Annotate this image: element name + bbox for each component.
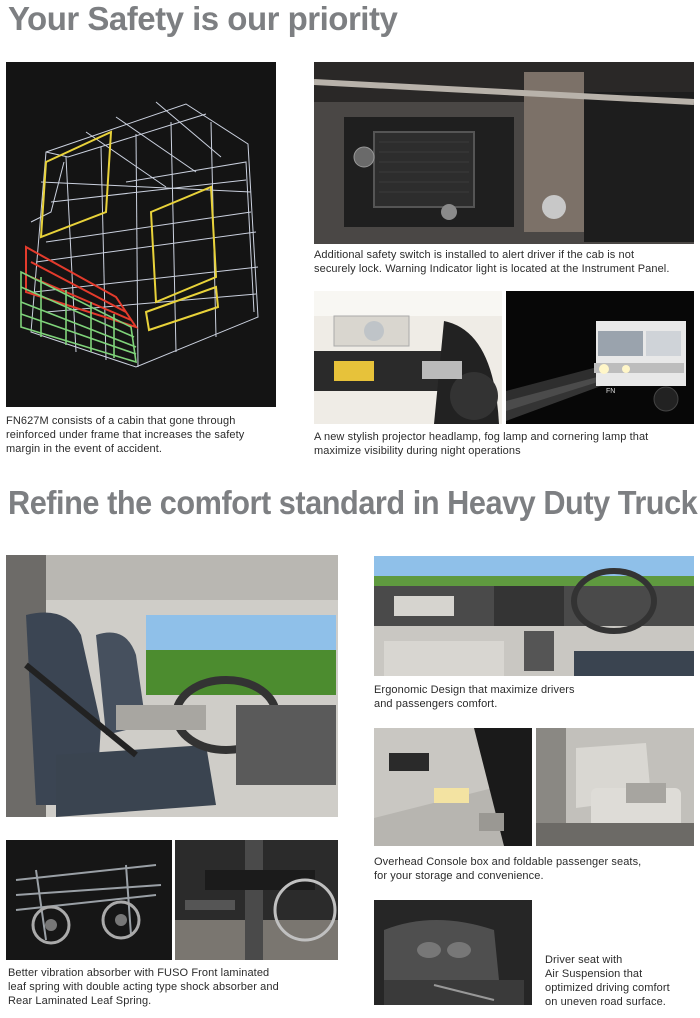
driver-seat-image: [374, 900, 532, 1005]
cabin-caption: FN627M consists of a cabin that gone through reinforced under frame that increases the safety margin in the event of accident.: [6, 415, 245, 455]
console-caption: Overhead Console box and foldable passenger seats, for your storage and convenience.: [374, 856, 642, 882]
interior-cab-image: [6, 555, 338, 817]
headlamp-caption: A new stylish projector headlamp, fog lamp and cornering lamp that maximize visibility during night operations: [314, 431, 649, 457]
ergonomic-caption: Ergonomic Design that maximize drivers and passengers comfort.: [374, 684, 575, 710]
comfort-section-heading: Refine the comfort standard in Heavy Duty Truck: [8, 484, 698, 521]
vibration-caption: Better vibration absorber with FUSO Front laminated leaf spring with double acting type shock absorber and Rear Laminated Leaf Spring.: [8, 967, 279, 1007]
safety-switch-image: [314, 62, 694, 244]
headlamp-image: [314, 291, 502, 424]
driver-seat-caption: Driver seat with Air Suspension that optimized driving comfort on uneven road surface.: [545, 954, 670, 1008]
safety-section-heading: Your Safety is our priority: [8, 0, 398, 37]
night-truck-image: [506, 291, 694, 424]
truck-badge-mark: FN: [606, 388, 616, 395]
cabin-wireframe-image: [6, 62, 276, 407]
safety-switch-caption: Additional safety switch is installed to alert driver if the cab is not securely lock. Warning Indicator light is located at the Instrument Panel.: [314, 249, 670, 275]
dashboard-image: [374, 556, 694, 676]
overhead-console-image: [374, 728, 532, 846]
suspension-chassis-image: [6, 840, 172, 960]
shock-absorber-image: [175, 840, 338, 960]
passenger-seat-image: [536, 728, 694, 846]
